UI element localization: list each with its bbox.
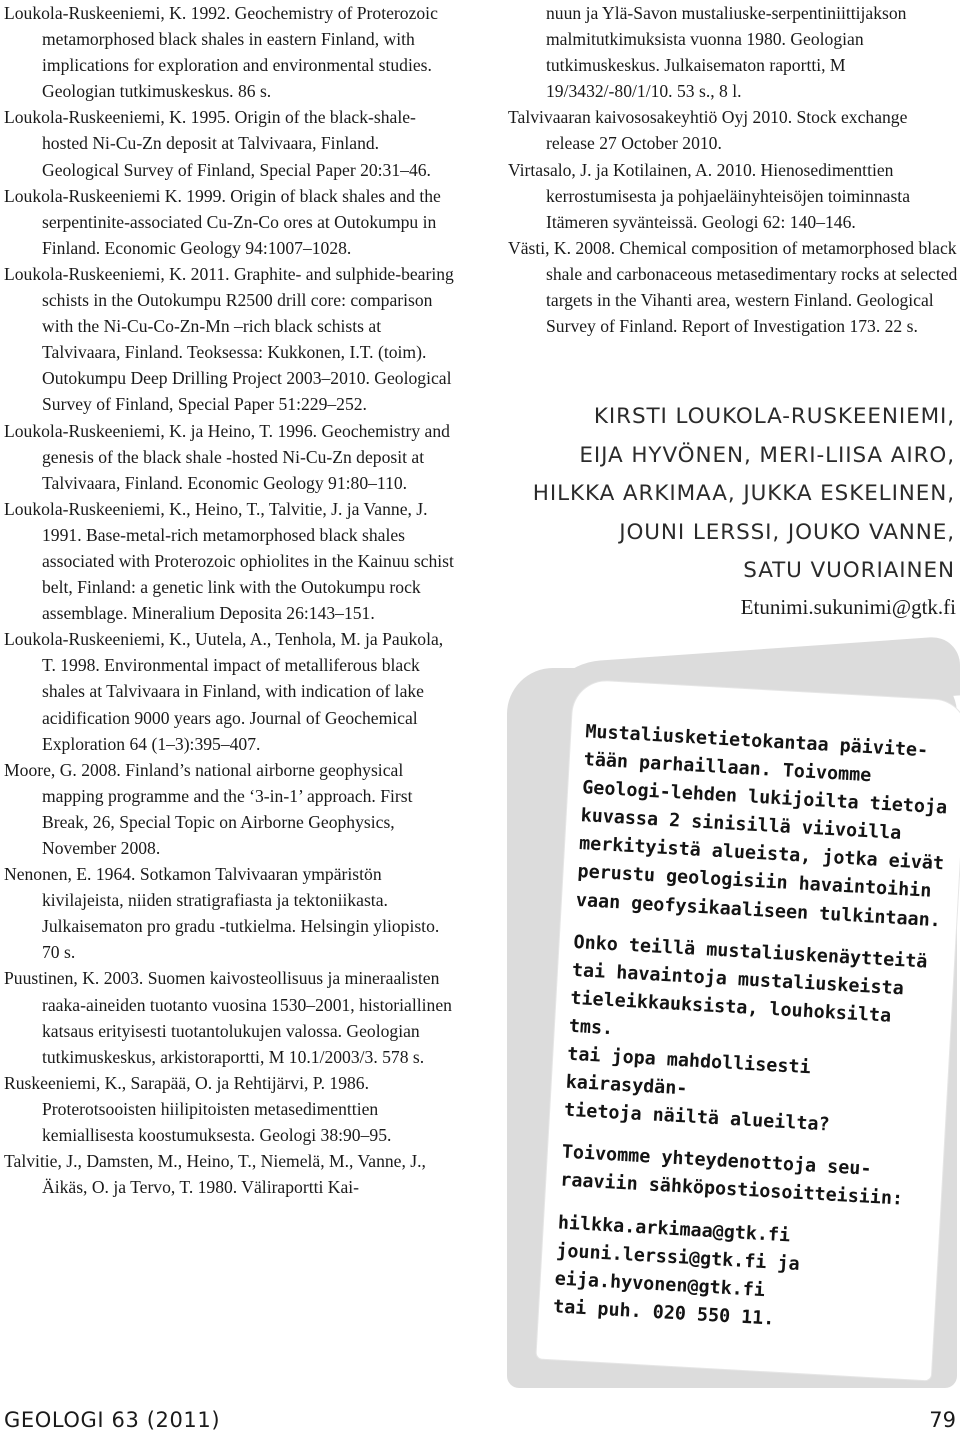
author-line: EIJA HYVÖNEN, MERI-LIISA AIRO, — [579, 442, 955, 468]
notice-paragraph: Onko teillä mustaliuskenäytteitä tai havaintoja mustaliuskeista tieleikkauksista, louhoksilta tms. tai jopa mahdollisesti kairasydän- tietoja näiltä alueilta? — [563, 931, 928, 1136]
reference-entry: Loukola-Ruskeeniemi, K. ja Heino, T. 1996. Geochemistry and genesis of the black shale -hosted Ni-Cu-Zn deposit at Talvivaara, Finland. Economic Geology 91:80–110. — [4, 420, 450, 493]
left-reference-column — [4, 0, 454, 1200]
notice-paragraph: Toivomme yhteydenottoja seu- raaviin sähköpostiosoitteisiin: — [559, 1141, 904, 1211]
reference-entry: Västi, K. 2008. Chemical composition of metamorphosed black shale and carbonaceous metasedimentary rocks at selected targets in the Vihanti area, western Finland. Geological Survey of Finland. Report of Investigation 173. 22 s. — [508, 237, 958, 337]
reference-entry: Loukola-Ruskeeniemi, K., Heino, T., Talvitie, J. ja Vanne, J. 1991. Base-metal-rich metamorphosed black shales associated with Proterozoic ophiolites in the Kainuu schist belt, Finland: a genetic link with the Outokumpu rock assemblage. Mineralium Deposita 26:143–151. — [4, 498, 454, 624]
reference-entry: Moore, G. 2008. Finland’s national airborne geophysical mapping programme and the ‘3-in-1’ approach. First Break, 26, Special Topic on Airborne Geophysics, November 2008. — [4, 759, 413, 858]
reference-entry: Puustinen, K. 2003. Suomen kaivosteollisuus ja mineraalisten raaka-aineiden tuotanto vuosina 1530–2001, historiallinen katsaus erityisesti tuotantolukujen valossa. Geologian tutkimuskeskus, arkistoraportti, M 10.1/2003/3. 578 s. — [4, 968, 452, 1067]
reference-continuation: nuun ja Ylä-Savon mustaliuske-serpentiniittijakson malmitutkimuksista vuonna 1980. Geologian tutkimuskeskus. Julkaisematon raportti, M 19/3432/-80/1/10. 53 s., 8 l. — [546, 3, 907, 102]
author-line: HILKKA ARKIMAA, JUKKA ESKELINEN, — [532, 481, 955, 506]
right-reference-column — [508, 0, 958, 339]
reference-entry: Loukola-Ruskeeniemi, K. 2011. Graphite- and sulphide-bearing schists in the Outokumpu R2500 drill core: comparison with the Ni-Cu-Co-Zn-Mn –rich black schists at Talvivaara, Finland. Teoksessa: Kukkonen, I.T. (toim). Outokumpu Deep Drilling Project 2003–2010. Geological Survey of Finland, Special Paper 51:229–252. — [4, 263, 454, 415]
author-line: JOUNI LERSSI, JOUKO VANNE, — [619, 519, 955, 545]
reference-entry: Talvivaaran kaivososakeyhtiö Oyj 2010. Stock exchange release 27 October 2010. — [508, 107, 908, 154]
author-email: Etunimi.sukunimi@gtk.fi — [740, 595, 956, 619]
notice-text — [552, 718, 960, 1342]
author-line: SATU VUORIAINEN — [743, 558, 955, 583]
notice-paper — [536, 680, 960, 1381]
footer-journal-title: GEOLOGI 63 (2011) — [4, 1408, 221, 1432]
notice-contacts: hilkka.arkimaa@gtk.fi jouni.lerssi@gtk.fi ja eija.hyvonen@gtk.fi tai puh. 020 550 11. — [552, 1211, 801, 1330]
reference-entry: Loukola-Ruskeeniemi K. 1999. Origin of black shales and the serpentinite-associated Cu-Zn-Co ores at Outokumpu in Finland. Economic Geology 94:1007–1028. — [4, 185, 441, 258]
reference-entry: Loukola-Ruskeeniemi, K. 1995. Origin of the black-shale-hosted Ni-Cu-Zn deposit at Talvivaara, Finland. Geological Survey of Finland, Special Paper 20:31–46. — [4, 107, 431, 180]
author-line: KIRSTI LOUKOLA-RUSKEENIEMI, — [593, 404, 955, 429]
notice-paragraph: Mustaliusketietokantaa päivite- tään parhaillaan. Toivomme Geologi-lehden lukijoilta tietoja kuvassa 2 sinisillä viivoilla merkityistä alueista, jotka eivät perustu geologisiin havaintoihin vaan geofysikaaliseen tulkintaan. — [575, 721, 948, 931]
reference-entry: Loukola-Ruskeeniemi, K. 1992. Geochemistry of Proterozoic metamorphosed black shales in eastern Finland, with implications for exploration and environmental studies. Geologian tutkimuskeskus. 86 s. — [4, 3, 438, 102]
reference-entry: Virtasalo, J. ja Kotilainen, A. 2010. Hienosedimenttien kerrostumisesta ja pohjaeläinyhteisöjen toiminnasta Itämeren syvänteissä. Geologi 62: 140–146. — [508, 159, 911, 232]
author-list — [490, 398, 955, 591]
reference-entry: Nenonen, E. 1964. Sotkamon Talvivaaran ympäristön kivilajeista, niiden stratigrafiasta ja tektoniikasta. Julkaisematon pro gradu -tutkielma. Helsingin yliopisto. 70 s. — [4, 864, 440, 963]
reference-entry: Ruskeeniemi, K., Sarapää, O. ja Rehtijärvi, P. 1986. Proterotsooisten hiilipitoisten metasedimenttien kemiallisesta koostumuksesta. Geologi 38:90–95. — [4, 1072, 392, 1146]
page-number: 79 — [929, 1408, 956, 1432]
reference-entry: Talvitie, J., Damsten, M., Heino, T., Niemelä, M., Vanne, J., Äikäs, O. ja Tervo, T. 1980. Väliraportti Kai- — [4, 1151, 426, 1198]
reference-entry: Loukola-Ruskeeniemi, K., Uutela, A., Tenhola, M. ja Paukola, T. 1998. Environmental impact of metalliferous black shales at Talvivaara in Finland, with indication of lake acidification 9000 years ago. Journal of Geochemical Exploration 64 (1–3):395–407. — [4, 629, 444, 754]
